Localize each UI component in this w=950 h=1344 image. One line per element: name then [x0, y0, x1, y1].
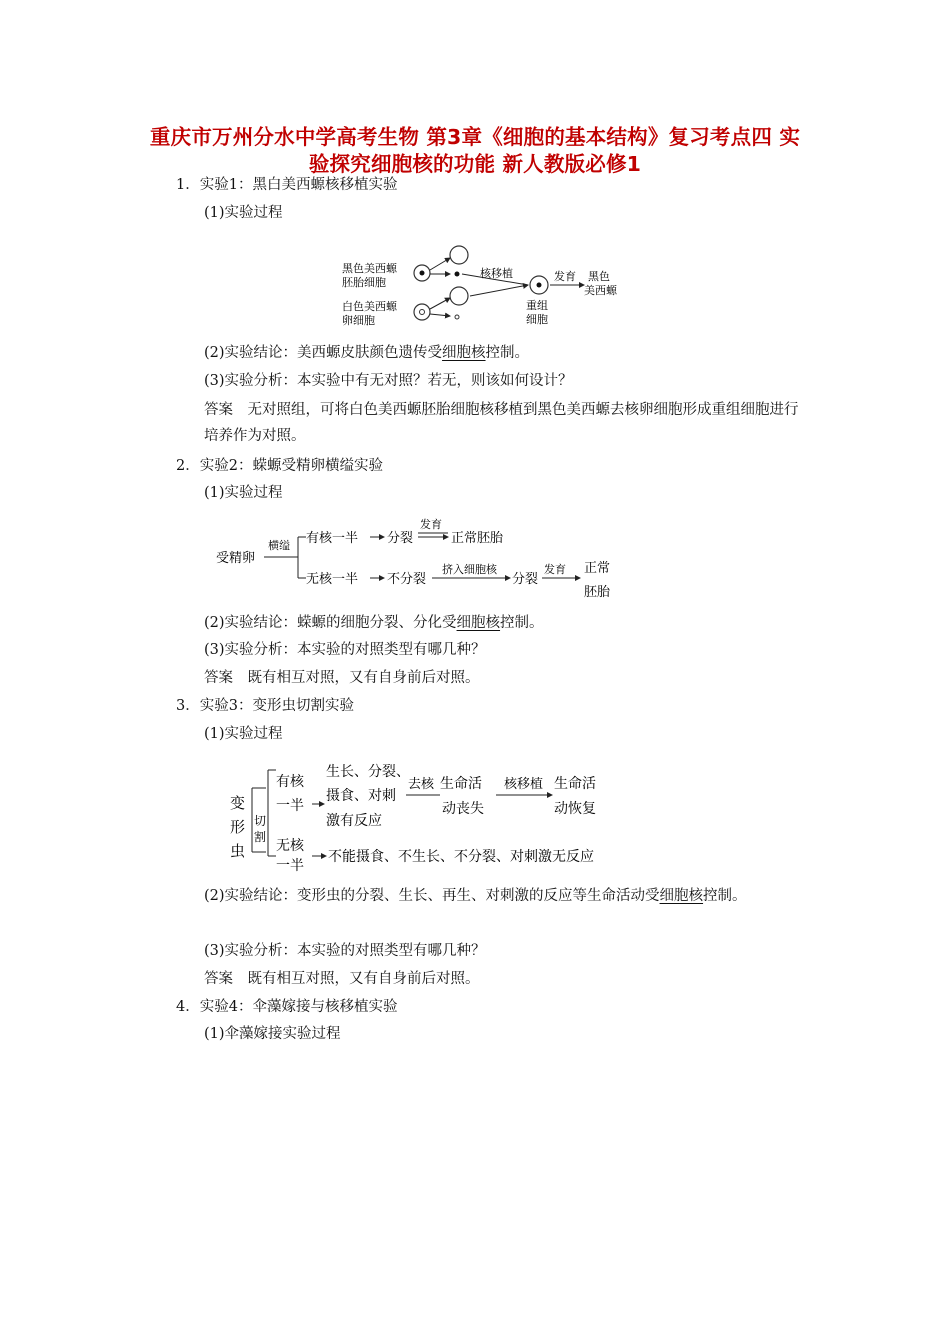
normal-embryo-label: 正常胚胎: [451, 531, 504, 546]
egg-label: 受精卵: [216, 551, 256, 566]
amoeba-label3: 虫: [230, 842, 246, 860]
white-cell-label: 白色美西螈: [342, 300, 397, 313]
cut-label1: 切: [254, 814, 267, 828]
divide-label: 分裂: [387, 531, 414, 546]
life-lost-label1: 生命活: [440, 776, 482, 792]
amoeba-label1: 变: [230, 794, 246, 812]
exp1-key-term: 细胞核: [442, 345, 486, 361]
life-activity-line2: 摄食、对刺: [326, 788, 396, 804]
with-nucleus-label2: 一半: [276, 798, 304, 814]
exp2-heading: 2．实验2：蝾螈受精卵横缢实验: [176, 458, 383, 474]
normal2-label2: 胚胎: [584, 585, 611, 600]
develop-label: 发育: [554, 270, 576, 283]
without-nucleus-label2: 一半: [276, 858, 304, 874]
exp3-conclusion: (2)实验结论：变形虫的分裂、生长、再生、对刺激的反应等生命活动受细胞核控制。: [204, 888, 747, 904]
life-restore-label2: 动恢复: [554, 801, 596, 817]
black-cell-label: 黑色美西螈: [342, 262, 397, 275]
life-restore-label1: 生命活: [554, 776, 596, 792]
recombinant-label: 重组: [526, 299, 548, 312]
exp1-analysis: (3)实验分析：本实验中有无对照？若无，则该如何设计？: [204, 373, 573, 389]
life-activity-line3: 激有反应: [326, 813, 382, 829]
with-nucleus-label1: 有核: [276, 774, 304, 790]
life-activity-line1: 生长、分裂、: [326, 764, 410, 780]
nuclear-transfer-label: 核移植: [504, 777, 544, 792]
white-cell-label2: 卵细胞: [342, 314, 375, 327]
exp2-analysis: (3)实验分析：本实验的对照类型有哪几种？: [204, 642, 486, 658]
exp3-process-label: (1)实验过程: [204, 726, 283, 742]
exp3-key-term: 细胞核: [659, 888, 704, 904]
normal2-label: 正常: [584, 561, 611, 576]
amoeba-label2: 形: [230, 818, 246, 836]
document-title: 重庆市万州分水中学高考生物 第3章《细胞的基本结构》复习考点四 实验探究细胞核的功能 新人教版必修1: [149, 125, 801, 176]
black-cell-label2: 胚胎细胞: [342, 276, 386, 289]
without-nucleus-label1: 无核: [276, 838, 304, 854]
exp2-diagram: [214, 512, 624, 604]
exp1-conclusion: (2)实验结论：美西螈皮肤颜色遗传受细胞核控制。: [204, 345, 530, 361]
exp2-key-term: 细胞核: [456, 615, 501, 631]
without-nucleus-label: 无核一半: [306, 572, 359, 587]
black-result-label: 黑色: [588, 270, 610, 283]
exp1-heading: 1．实验1：黑白美西螈核移植实验: [176, 177, 398, 193]
exp2-conclusion: (2)实验结论：蝾螈的细胞分裂、分化受细胞核控制。: [204, 615, 544, 631]
develop-label: 发育: [420, 518, 442, 531]
nuclear-transfer-label: 核移植: [480, 267, 513, 280]
divide2-label: 分裂: [512, 572, 539, 587]
with-nucleus-label: 有核一半: [306, 531, 359, 546]
black-result-label2: 美西螈: [584, 284, 617, 297]
exp3-diagram: [226, 758, 626, 874]
constrict-label: 横缢: [268, 539, 290, 552]
squeeze-nucleus-label: 挤入细胞核: [442, 563, 497, 576]
remove-nucleus-label: 去核: [408, 777, 435, 792]
no-divide-label: 不分裂: [387, 572, 427, 587]
exp1-process-label: (1)实验过程: [204, 205, 283, 221]
exp3-answer: 答案 既有相互对照，又有自身前后对照。: [204, 971, 480, 987]
exp2-answer: 答案 既有相互对照，又有自身前后对照。: [204, 670, 480, 686]
exp4-process-label: (1)伞藻嫁接实验过程: [204, 1026, 341, 1042]
life-lost-label2: 动丧失: [442, 801, 484, 817]
exp2-process-label: (1)实验过程: [204, 485, 283, 501]
exp4-heading: 4．实验4：伞藻嫁接与核移植实验: [176, 999, 398, 1015]
cut-label2: 割: [254, 830, 267, 844]
exp3-heading: 3．实验3：变形虫切割实验: [176, 698, 354, 714]
exp1-diagram: [340, 240, 625, 336]
recombinant-label2: 细胞: [526, 313, 548, 326]
exp3-analysis: (3)实验分析：本实验的对照类型有哪几种？: [204, 943, 486, 959]
no-life-activity-label: 不能摄食、不生长、不分裂、对刺激无反应: [328, 849, 594, 865]
exp1-answer: 答案 无对照组，可将白色美西螈胚胎细胞核移植到黑色美西螈去核卵细胞形成重组细胞进行培养作为对照。: [204, 402, 799, 444]
white-cell-icon: [414, 304, 430, 320]
develop2-label: 发育: [544, 563, 566, 576]
